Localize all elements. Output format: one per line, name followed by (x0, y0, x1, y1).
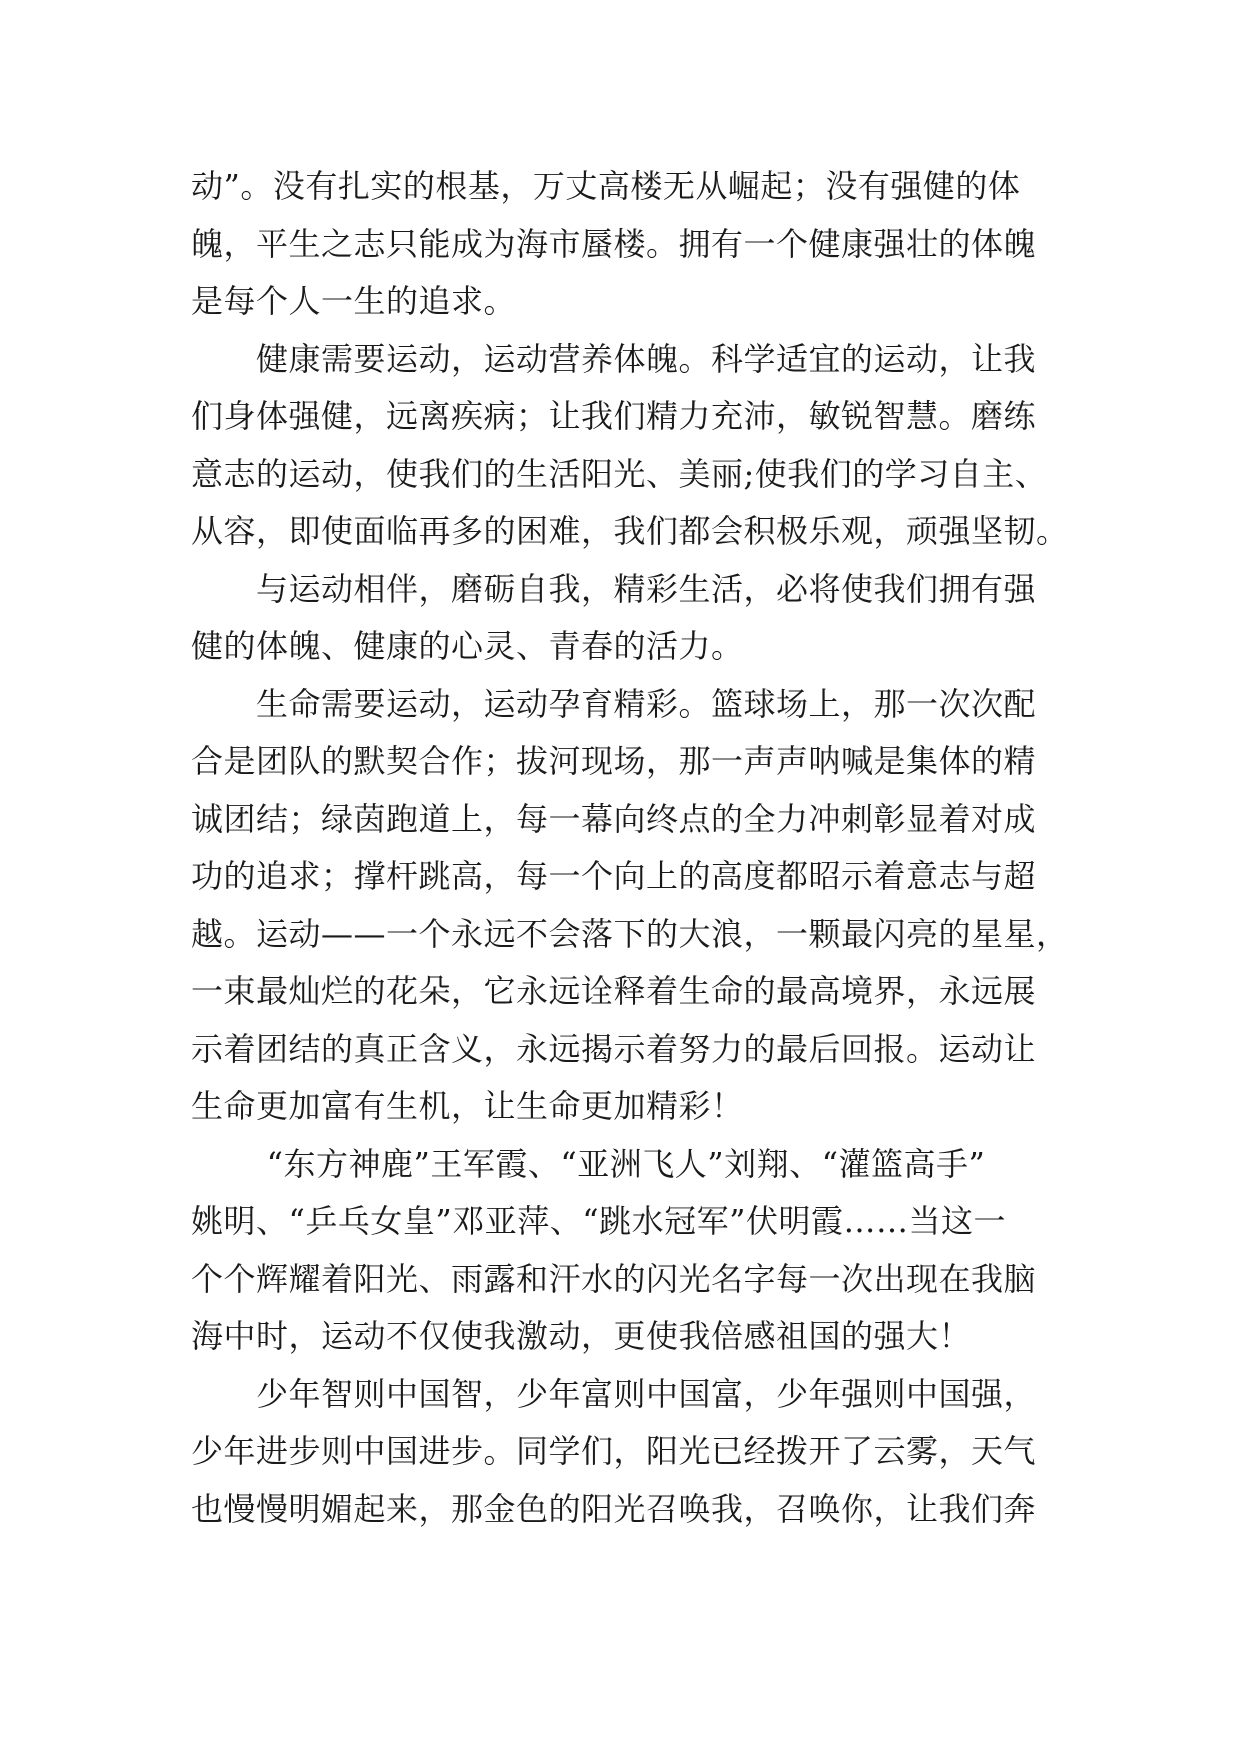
text-line: 个个辉耀着阳光、雨露和汗水的闪光名字每一次出现在我脑 (191, 1259, 1037, 1298)
text-line: 生命需要运动，运动孕育精彩。篮球场上，那一次次配 (191, 684, 1037, 723)
text-line: 姚明、“乒乓女皇”邓亚萍、“跳水冠军”伏明霞……当这一 (191, 1202, 1006, 1240)
text-line: 动”。没有扎实的根基，万丈高楼无从崛起；没有强健的体 (191, 167, 1021, 205)
text-line: 魄，平生之志只能成为海市蜃楼。拥有一个健康强壮的体魄 (191, 224, 1037, 263)
text-line: 与运动相伴，磨砺自我，精彩生活，必将使我们拥有强 (191, 569, 1037, 608)
text-line: “东方神鹿”王军霞、“亚洲飞人”刘翔、“灌篮高手” (191, 1144, 986, 1183)
text-line: 越。运动——一个永远不会落下的大浪，一颗最闪亮的星星， (191, 914, 1069, 953)
text-line: 是每个人一生的追求。 (191, 282, 517, 320)
text-line: 生命更加富有生机，让生命更加精彩！ (191, 1087, 744, 1125)
text-line: 功的追求；撑杆跳高，每一个向上的高度都昭示着意志与超 (191, 857, 1037, 895)
body-text (191, 158, 1069, 1538)
text-line: 从容，即使面临再多的困难，我们都会积极乐观，顽强坚韧。 (191, 512, 1069, 550)
text-line: 们身体强健，远离疾病；让我们精力充沛，敏锐智慧。磨练 (191, 397, 1037, 435)
text-line: 意志的运动，使我们的生活阳光、美丽;使我们的学习自主、 (191, 454, 1048, 493)
text-line: 海中时，运动不仅使我激动，更使我倍感祖国的强大！ (191, 1317, 972, 1355)
text-line: 合是团队的默契合作；拔河现场，那一声声呐喊是集体的精 (191, 742, 1037, 780)
text-line: 健的体魄、健康的心灵、青春的活力。 (191, 627, 744, 665)
text-line: 一束最灿烂的花朵，它永远诠释着生命的最高境界，永远展 (191, 972, 1037, 1010)
text-line: 少年进步则中国进步。同学们，阳光已经拨开了云雾，天气 (191, 1432, 1037, 1470)
text-line: 也慢慢明媚起来，那金色的阳光召唤我，召唤你，让我们奔 (191, 1489, 1037, 1528)
text-line: 诚团结；绿茵跑道上，每一幕向终点的全力冲刺彰显着对成 (191, 799, 1037, 838)
text-line: 少年智则中国智，少年富则中国富，少年强则中国强， (191, 1374, 1037, 1413)
text-line: 示着团结的真正含义，永远揭示着努力的最后回报。运动让 (191, 1029, 1037, 1068)
text-line: 健康需要运动，运动营养体魄。科学适宜的运动，让我 (191, 339, 1037, 378)
